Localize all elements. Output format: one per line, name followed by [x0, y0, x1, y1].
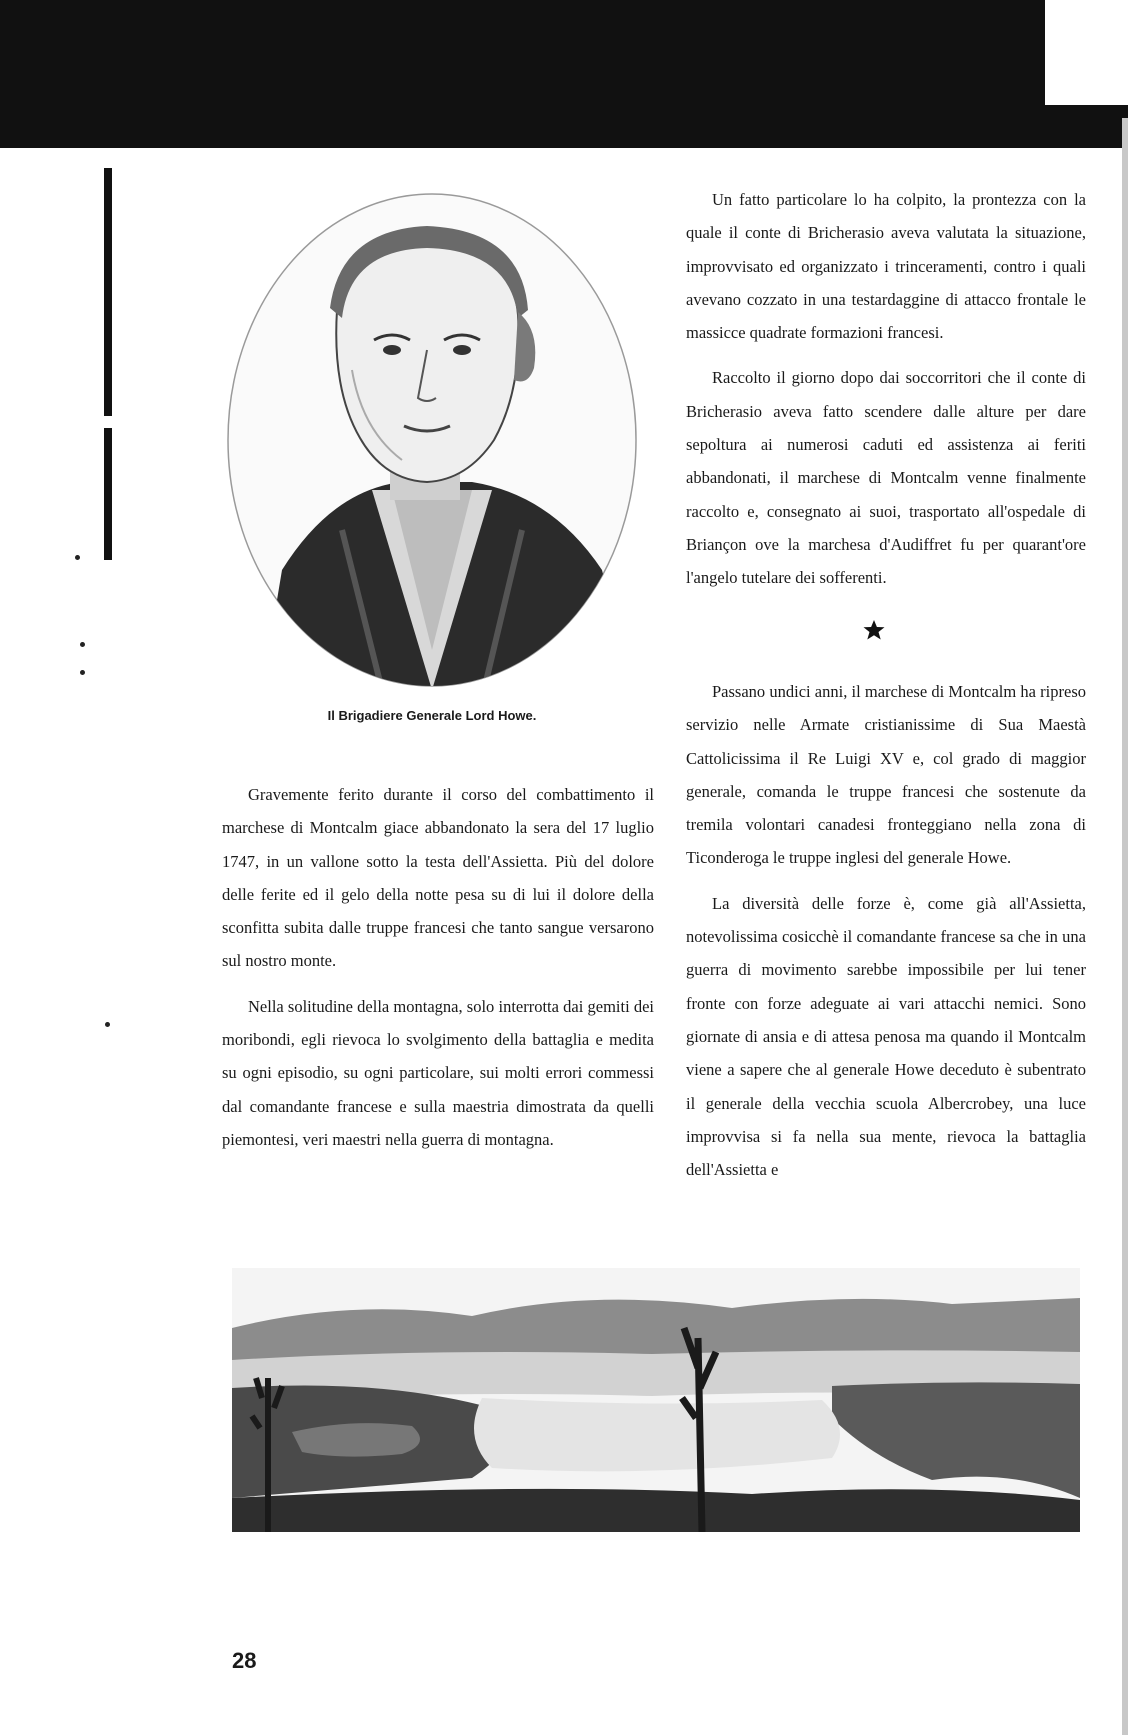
portrait-lord-howe	[222, 190, 642, 690]
star-separator-icon	[862, 618, 886, 642]
landscape-engraving	[232, 1268, 1080, 1532]
paragraph: Gravemente ferito durante il corso del combattimento il marchese di Montcalm giace abbandonato la sera del 17 luglio 1747, in un vallone sotto la testa dell'Assietta. Più del dolore delle ferite ed il gelo della notte pesa su di lui il dolore della sconfitta subita dalle truppe francesi che tanto sangue versarono sul nostro monte.	[222, 785, 654, 971]
left-margin-bar-upper	[104, 168, 112, 416]
scan-top-black-band	[0, 0, 1128, 148]
paragraph: La diversità delle forze è, come già all'Assietta, notevolissima cosicchè il comandante francese sa che in una guerra di movimento sarebbe impossibile per lui tener fronte con forze adeguate ai vari attacchi nemici. Sono giornate di ansia e di attesa penosa ma quando il Montcalm viene a sapere che al generale Howe deceduto è subentrato il generale della vecchia scuola Albercrobey, una luce improvvisa si fa nella sua mente, rievoca la battaglia dell'Assietta e	[686, 893, 1086, 1180]
margin-speck	[105, 1022, 110, 1027]
page-number: 28	[232, 1648, 257, 1673]
left-margin-bar-lower	[104, 428, 112, 560]
paragraph: Un fatto particolare lo ha colpito, la prontezza con la quale il conte di Bricherasio aveva valutata la situazione, improvvisato ed organizzato i trinceramenti, contro i quali avevano cozzato in una testardaggine di attacco frontale le massicce quadrate formazioni francesi.	[686, 190, 1086, 343]
right-column-top-text	[686, 183, 1086, 607]
paragraph: Raccolto il giorno dopo dai soccorritori che il conte di Bricherasio aveva fatto scendere dalle alture per dare sepoltura ai numerosi caduti ed assistenza ai feriti abbandonati, il marchese di Montcalm venne finalmente raccolto e, consegnato ai suoi, trasportato all'ospedale di Briançon ove la marchesa d'Audiffret fu per quarant'ore l'angelo tutelare dei sofferenti.	[686, 368, 1086, 588]
portrait-caption: Il Brigadiere Generale Lord Howe.	[327, 708, 537, 723]
paragraph: Nella solitudine della montagna, solo interrotta dai gemiti dei moribondi, egli rievoca lo svolgimento della battaglia e medita su ogni episodio, su ogni particolare, sui molti errori commessi dal comandante francese e sulla maestria dimostrata da quelli piemontesi, veri maestri nella guerra di montagna.	[222, 996, 654, 1149]
paragraph: Passano undici anni, il marchese di Montcalm ha ripreso servizio nelle Armate cristianissime di Sua Maestà Cattolicissima il Re Luigi XV e, col grado di maggior generale, comanda le truppe francesi che sostenute da tremila volontari canadesi fronteggiano nella zona di Ticonderoga le truppe inglesi del generale Howe.	[686, 682, 1086, 868]
margin-speck	[80, 642, 85, 647]
scan-right-edge-shadow	[1122, 118, 1128, 1735]
margin-speck	[80, 670, 85, 675]
left-column-text	[222, 778, 654, 1168]
scan-top-white-notch	[1045, 0, 1128, 105]
margin-speck	[75, 555, 80, 560]
right-column-bottom-text	[686, 675, 1086, 1198]
